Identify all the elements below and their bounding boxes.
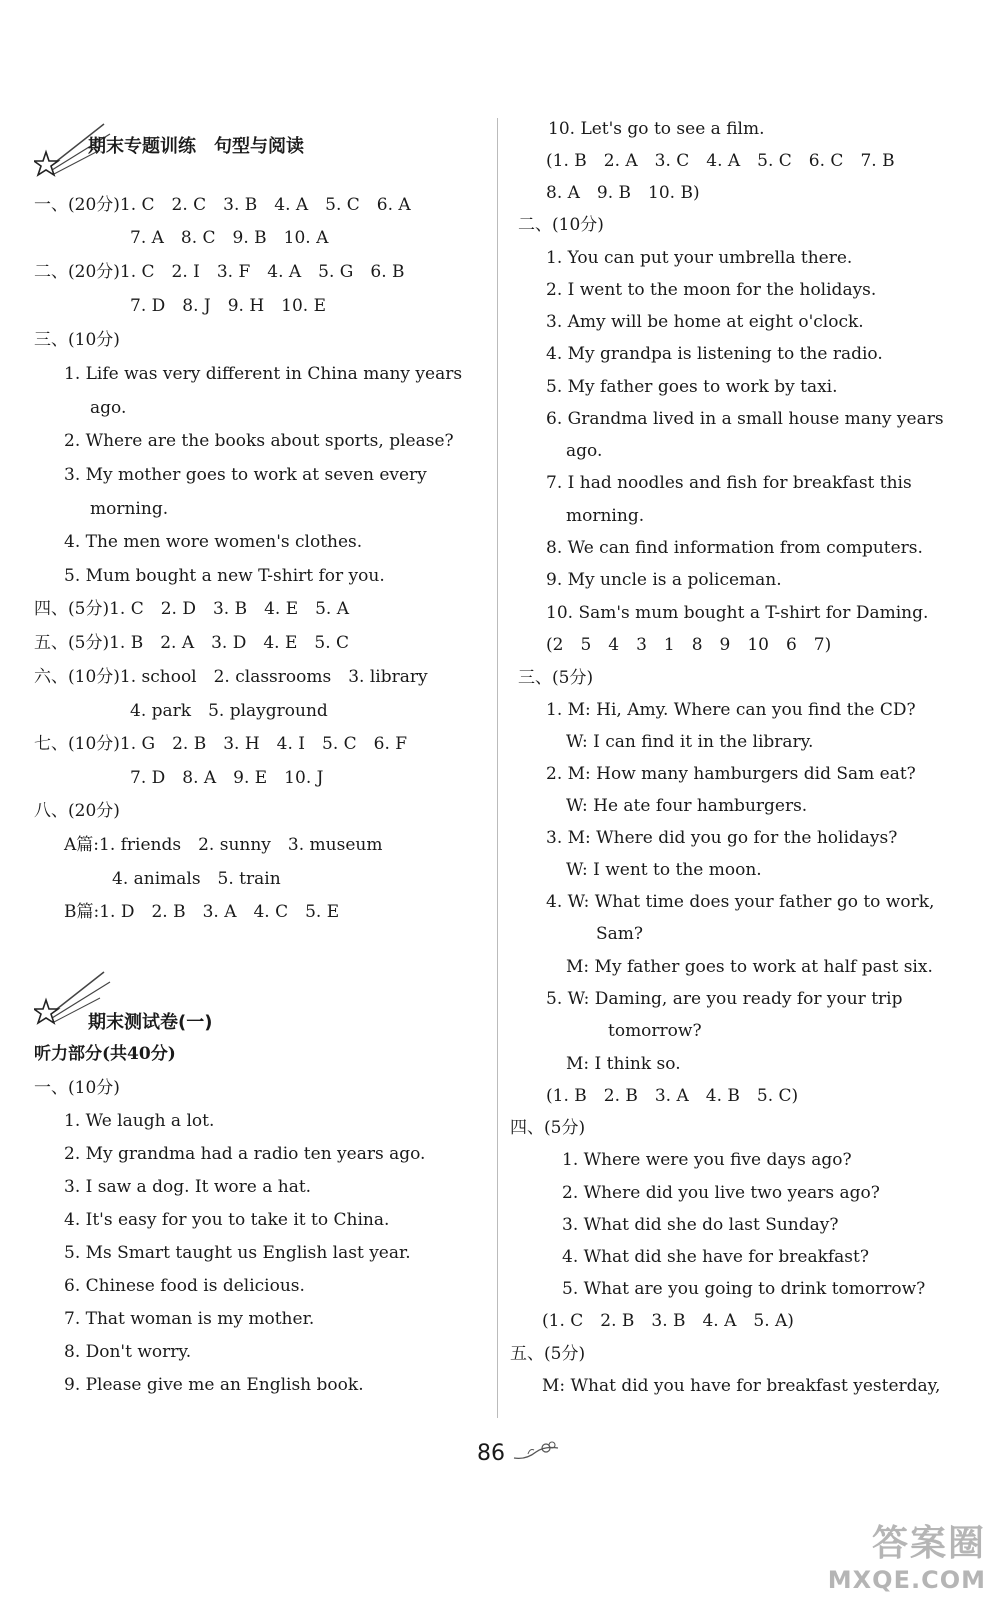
answer-line: 听力部分(共40分)	[34, 1044, 176, 1064]
answer-line: 4. animals 5. train	[112, 869, 281, 889]
answer-line: 二、(10分)	[518, 215, 604, 235]
answer-line: M: What did you have for breakfast yesterday,	[542, 1376, 941, 1396]
answer-line: 4. The men wore women's clothes.	[64, 532, 363, 552]
answer-line: 1. M: Hi, Amy. Where can you find the CD?	[546, 700, 916, 720]
answer-line: 2. Where did you live two years ago?	[562, 1183, 880, 1203]
answer-line: M: I think so.	[566, 1054, 681, 1074]
answer-line: A篇:1. friends 2. sunny 3. museum	[64, 835, 383, 855]
watermark	[828, 1515, 986, 1594]
answer-line: Sam?	[596, 924, 644, 944]
answer-line: 5. What are you going to drink tomorrow?	[562, 1279, 926, 1299]
section-title: 期末专题训练 句型与阅读	[88, 136, 304, 157]
answer-line: 2. M: How many hamburgers did Sam eat?	[546, 764, 916, 784]
answer-line: 5. My father goes to work by taxi.	[546, 377, 838, 397]
answer-line: 一、(20分)1. C 2. C 3. B 4. A 5. C 6. A	[34, 195, 411, 215]
answer-line: 5. Ms Smart taught us English last year.	[64, 1243, 411, 1263]
answer-line: (1. C 2. B 3. B 4. A 5. A)	[542, 1311, 794, 1331]
answer-line: 5. W: Daming, are you ready for your trip	[546, 989, 903, 1009]
answer-line: 3. What did she do last Sunday?	[562, 1215, 839, 1235]
answer-line: 10. Sam's mum bought a T-shirt for Daming.	[546, 603, 929, 623]
answer-line: 2. My grandma had a radio ten years ago.	[64, 1144, 426, 1164]
answer-line: 1. We laugh a lot.	[64, 1111, 215, 1131]
answer-line: 7. That woman is my mother.	[64, 1309, 315, 1329]
answer-line: 三、(10分)	[34, 330, 120, 350]
answer-line: 3. I saw a dog. It wore a hat.	[64, 1177, 312, 1197]
answer-line: 4. What did she have for breakfast?	[562, 1247, 869, 1267]
answer-line: morning.	[90, 499, 169, 519]
answer-line: M: My father goes to work at half past six.	[566, 957, 933, 977]
answer-line: 3. Amy will be home at eight o'clock.	[546, 312, 864, 332]
answer-line: 2. I went to the moon for the holidays.	[546, 280, 877, 300]
answer-line: 2. Where are the books about sports, please?	[64, 431, 454, 451]
watermark-title: 答案圈	[871, 1523, 986, 1564]
answer-line: 七、(10分)1. G 2. B 3. H 4. I 5. C 6. F	[34, 734, 408, 754]
answer-line: 6. Grandma lived in a small house many years	[546, 409, 944, 429]
answer-line: 四、(5分)1. C 2. D 3. B 4. E 5. A	[34, 599, 350, 619]
answer-line: 6. Chinese food is delicious.	[64, 1276, 305, 1296]
answer-line: 二、(20分)1. C 2. I 3. F 4. A 5. G 6. B	[34, 262, 405, 282]
answer-line: W: He ate four hamburgers.	[566, 796, 808, 816]
answer-line: (1. B 2. B 3. A 4. B 5. C)	[546, 1086, 799, 1106]
answer-line: 8. A 9. B 10. B)	[546, 183, 700, 203]
answer-line: (1. B 2. A 3. C 4. A 5. C 6. C 7. B	[546, 151, 895, 171]
section-title: 期末测试卷(一)	[88, 1012, 213, 1033]
answer-line: 7. D 8. A 9. E 10. J	[130, 768, 324, 788]
watermark-url: MXQE.COM	[827, 1566, 986, 1594]
answer-line: 7. I had noodles and fish for breakfast this	[546, 473, 912, 493]
answer-line: 8. Don't worry.	[64, 1342, 192, 1362]
answer-line: W: I went to the moon.	[566, 860, 762, 880]
column-divider	[497, 118, 498, 1418]
answer-line: 9. My uncle is a policeman.	[546, 570, 782, 590]
answer-line: 8. We can find information from computers.	[546, 538, 923, 558]
answer-line: 4. My grandpa is listening to the radio.	[546, 344, 883, 364]
answer-line: 3. M: Where did you go for the holidays?	[546, 828, 898, 848]
answer-line: ago.	[566, 441, 603, 461]
answer-line: 7. D 8. J 9. H 10. E	[130, 296, 326, 316]
answer-line: 1. You can put your umbrella there.	[546, 248, 853, 268]
answer-line: 三、(5分)	[518, 668, 594, 688]
answer-line: 五、(5分)1. B 2. A 3. D 4. E 5. C	[34, 633, 350, 653]
answer-line: 10. Let's go to see a film.	[548, 119, 765, 139]
answer-line: 3. My mother goes to work at seven every	[64, 465, 427, 485]
page-number: 86	[477, 1441, 505, 1466]
answer-line: 八、(20分)	[34, 801, 120, 821]
answer-line: morning.	[566, 506, 645, 526]
answer-line: 五、(5分)	[510, 1344, 586, 1364]
answer-line: 六、(10分)1. school 2. classrooms 3. library	[34, 667, 428, 687]
answer-line: 5. Mum bought a new T-shirt for you.	[64, 566, 385, 586]
answer-line: ago.	[90, 398, 127, 418]
answer-line: (2 5 4 3 1 8 9 10 6 7)	[546, 635, 832, 655]
flower-ornament-icon	[512, 1440, 562, 1464]
answer-line: 4. It's easy for you to take it to China.	[64, 1210, 390, 1230]
answer-line: 1. Life was very different in China many years	[64, 364, 463, 384]
answer-line: 4. park 5. playground	[130, 701, 328, 721]
answer-line: 一、(10分)	[34, 1078, 120, 1098]
answer-line: 四、(5分)	[510, 1118, 586, 1138]
answer-line: W: I can find it in the library.	[566, 732, 814, 752]
answer-line: B篇:1. D 2. B 3. A 4. C 5. E	[64, 902, 340, 922]
answer-line: 9. Please give me an English book.	[64, 1375, 364, 1395]
answer-line: 7. A 8. C 9. B 10. A	[130, 228, 329, 248]
answer-line: 4. W: What time does your father go to work,	[546, 892, 935, 912]
answer-line: 1. Where were you five days ago?	[562, 1150, 852, 1170]
answer-line: tomorrow?	[608, 1021, 702, 1041]
